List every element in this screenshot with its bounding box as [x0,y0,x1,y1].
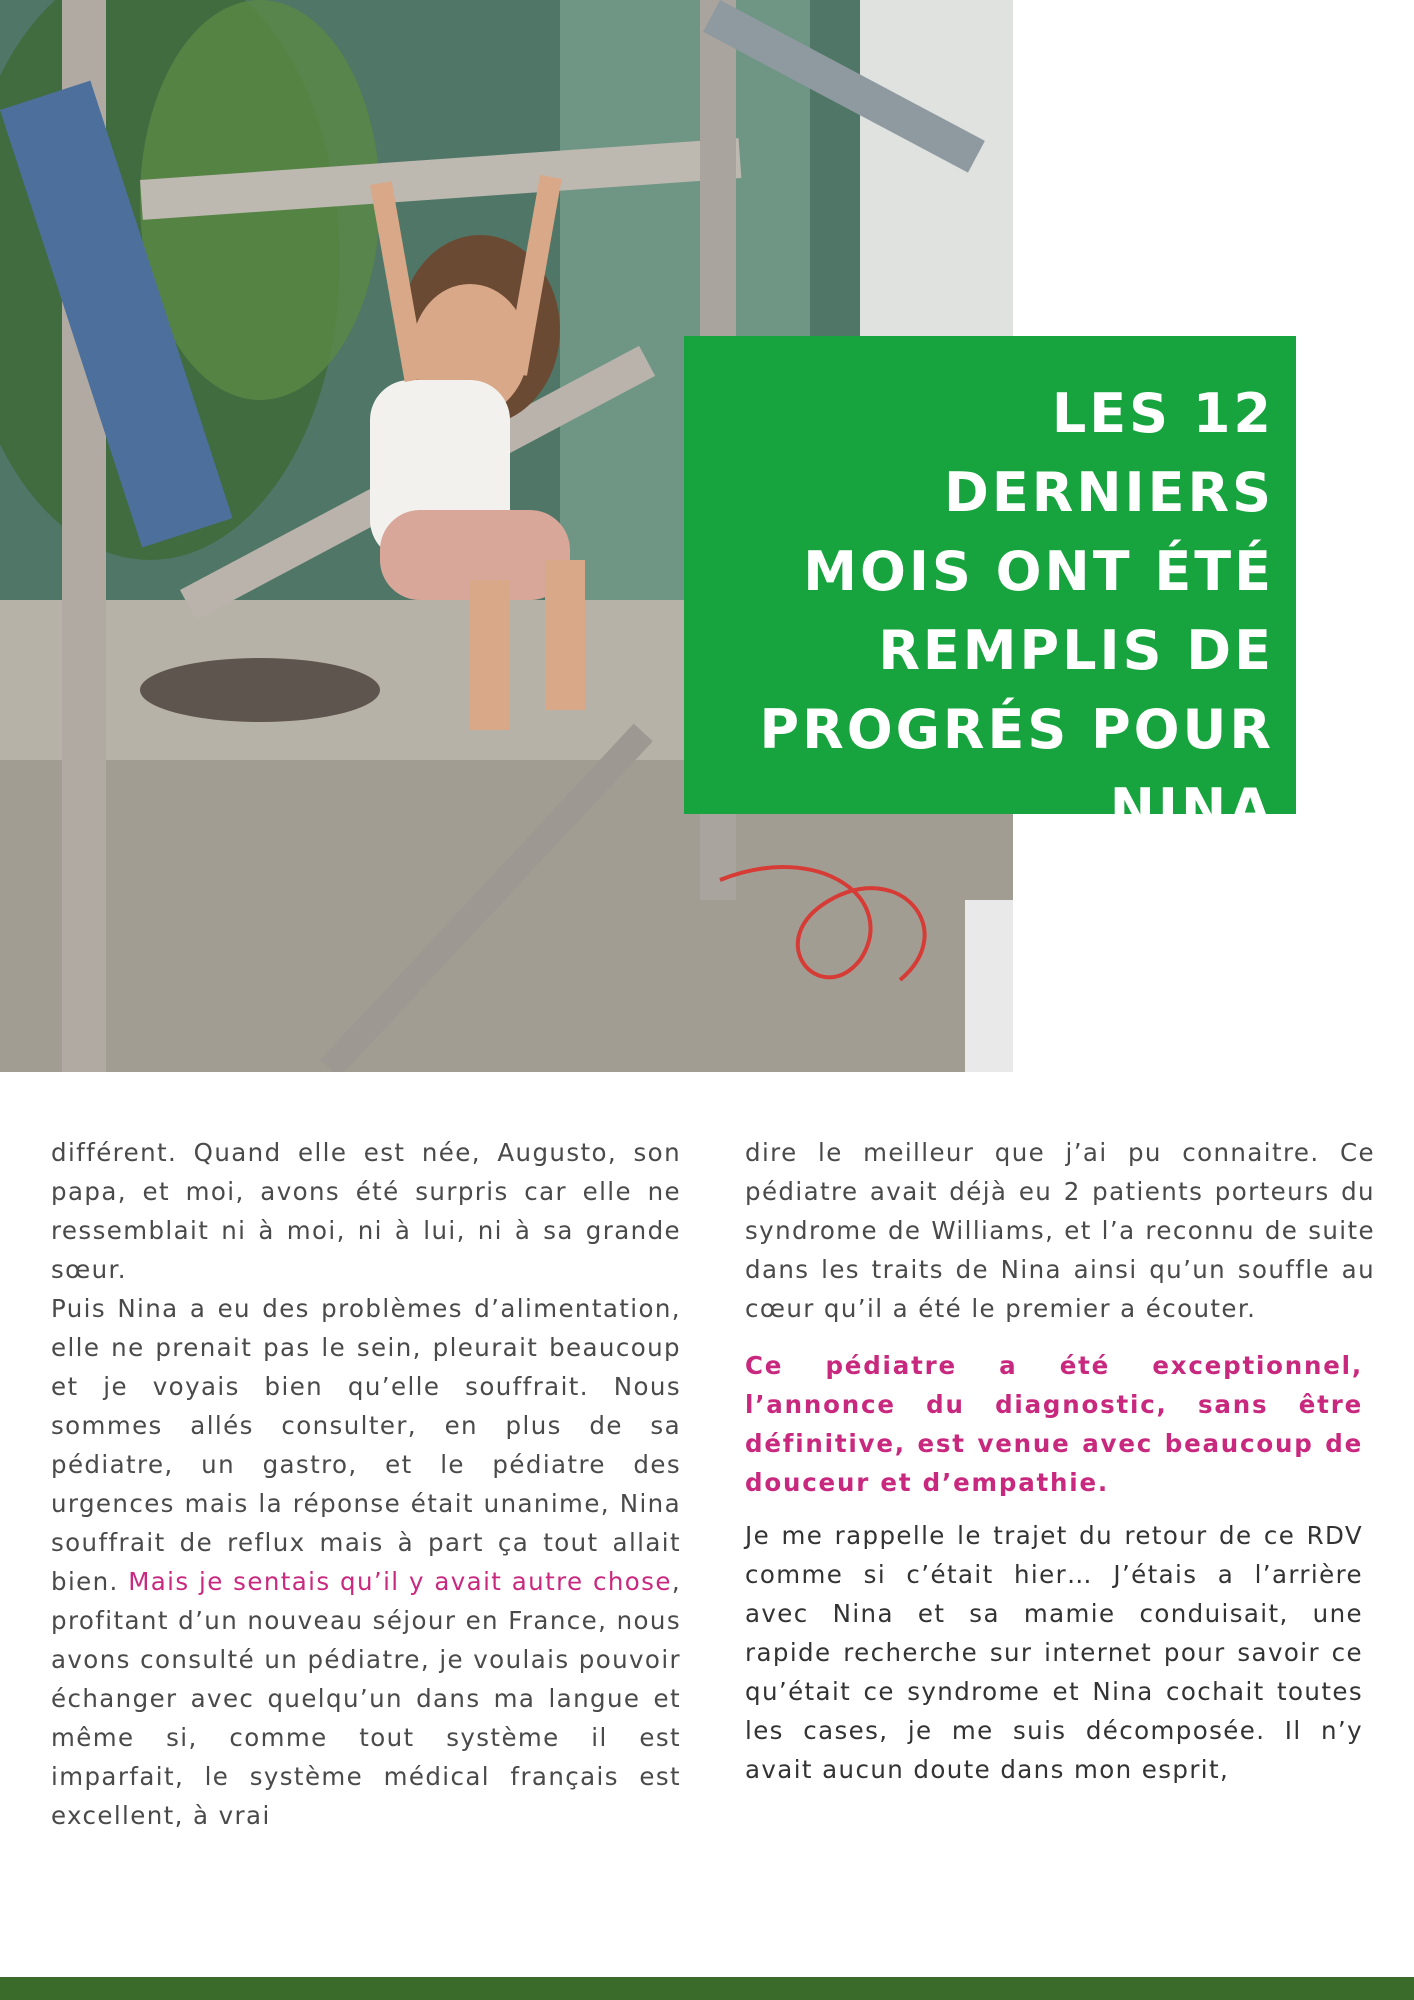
paragraph: dire le meilleur que j’ai pu connaitre. Ce pédiatre avait déjà eu 2 patients porteurs du syndrome de Williams, et l’a reconnu de suite dans les traits de Nina ainsi qu’un souffle au cœur qu’il a été le premier a écouter. [745,1138,1375,1323]
title-line: REMPLIS DE [878,619,1274,682]
title-box [684,336,1296,840]
title-line: NINA [1109,777,1274,840]
title-line: LES 12 DERNIERS [944,382,1274,524]
paragraph [51,1289,681,1835]
page-title [724,374,1274,848]
paragraph: Je me rappelle le trajet du retour de ce RDV comme si c’était hier… J’étais a l’arrière avec Nina et sa mamie conduisait, une rapide recherche sur internet pour savoir ce qu’était ce syndrome et Nina cochait toutes les cases, je me suis décomposée. Il n’y avait aucun doute dans mon esprit, [745,1521,1363,1784]
paragraph-text: Puis Nina a eu des problèmes d’alimentation, elle ne prenait pas le sein, pleurait beaucoup et je voyais bien qu’elle souffrait. Nous sommes allés consulter, en plus de sa pédiatre, un gastro, et le pédiatre des urgences mais la réponse était unanime, Nina souffrait de reflux mais à part ça tout allait bien. [51,1294,681,1596]
article-column-left [51,1133,681,1835]
pull-quote: Ce pédiatre a été exceptionnel, l’annonce du diagnostic, sans être définitive, est venue avec beaucoup de douceur et d’empathie. [745,1351,1363,1497]
article-column-right [745,1133,1375,1789]
title-line: MOIS ONT ÉTÉ [803,540,1274,603]
title-line: PROGRÉS POUR [759,698,1274,761]
highlight-text: Mais je sentais qu’il y avait autre chose [128,1567,672,1596]
paragraph: différent. Quand elle est née, Augusto, son papa, et moi, avons été surpris car elle ne ressemblait ni à moi, ni à lui, ni à sa grande sœur. [51,1138,681,1284]
footer-bar [0,1977,1414,2000]
paragraph-text: , profitant d’un nouveau séjour en France, nous avons consulté un pédiatre, je voulais pouvoir échanger avec quelqu’un dans ma langue et même si, comme tout système il est imparfait, le système médical français est excellent, à vrai [51,1567,682,1830]
